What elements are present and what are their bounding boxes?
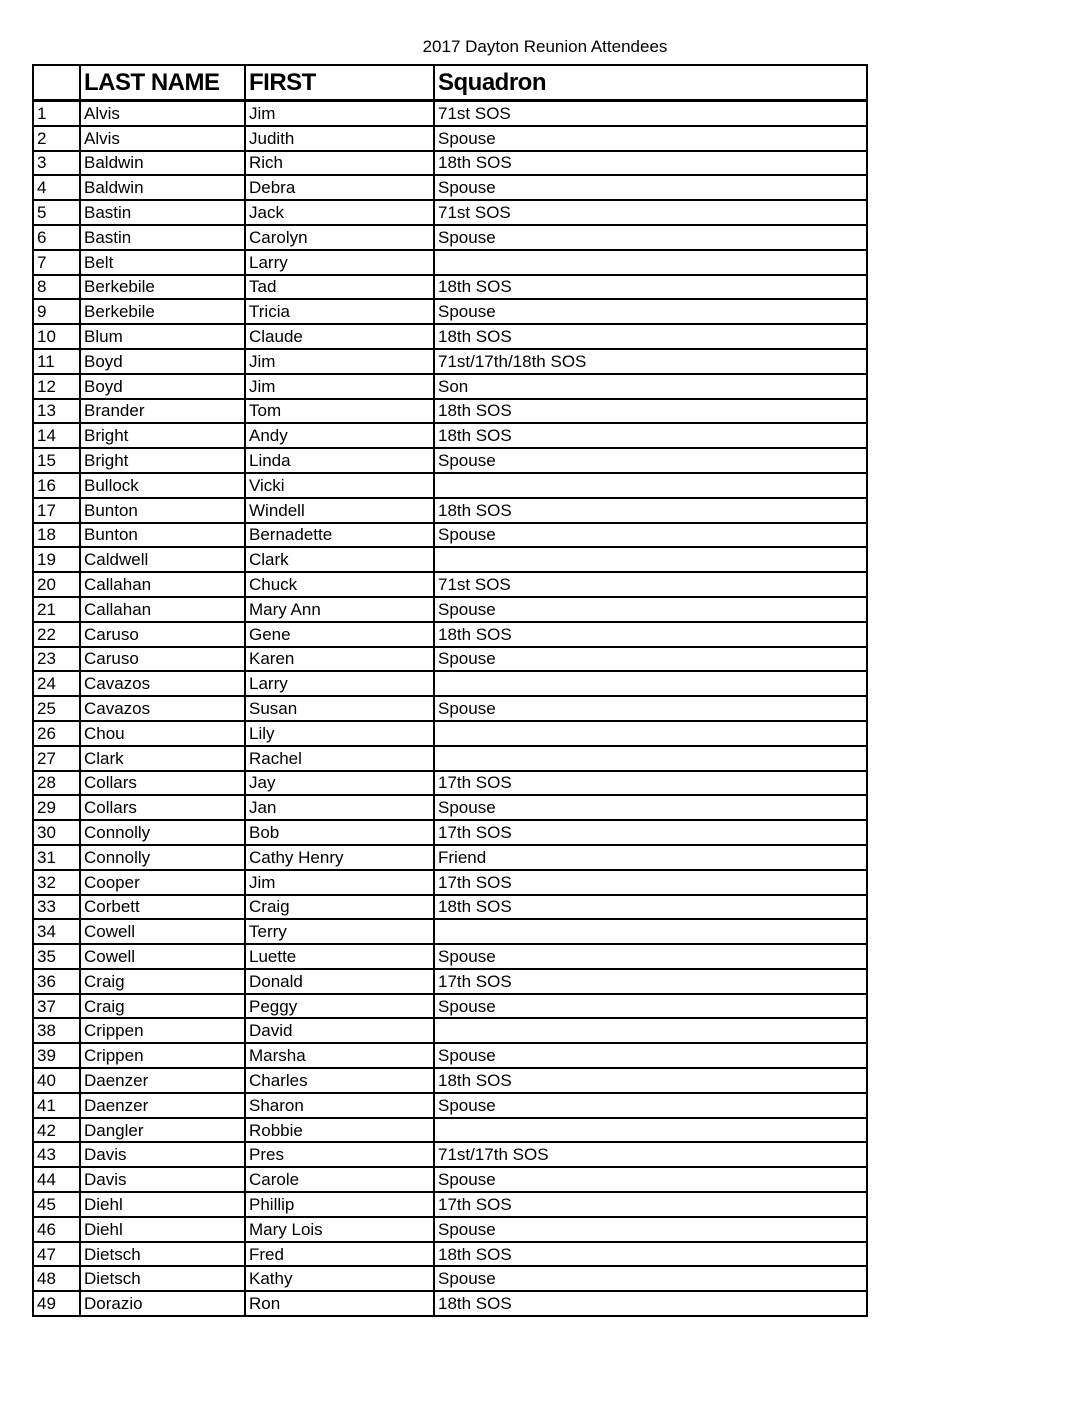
first-name-cell: Jim — [245, 374, 434, 399]
first-name-cell: Larry — [245, 671, 434, 696]
squadron-cell: Spouse — [434, 944, 867, 969]
last-name-cell: Davis — [80, 1142, 245, 1167]
row-number: 20 — [33, 572, 80, 597]
table-row — [33, 250, 867, 275]
row-number: 33 — [33, 895, 80, 920]
squadron-cell: Spouse — [434, 225, 867, 250]
table-row — [33, 473, 867, 498]
first-name-cell: Gene — [245, 622, 434, 647]
row-number: 41 — [33, 1093, 80, 1118]
table-row — [33, 845, 867, 870]
squadron-cell: 18th SOS — [434, 151, 867, 176]
last-name-cell: Brander — [80, 399, 245, 424]
row-number: 19 — [33, 547, 80, 572]
squadron-cell — [434, 250, 867, 275]
last-name-cell: Baldwin — [80, 175, 245, 200]
table-row — [33, 1242, 867, 1267]
first-name-cell: Donald — [245, 969, 434, 994]
last-name-cell: Berkebile — [80, 275, 245, 300]
squadron-cell: Spouse — [434, 299, 867, 324]
row-number: 21 — [33, 597, 80, 622]
table-row — [33, 1018, 867, 1043]
table-row — [33, 870, 867, 895]
first-name-cell: Sharon — [245, 1093, 434, 1118]
table-row — [33, 1291, 867, 1316]
row-number: 26 — [33, 721, 80, 746]
row-number: 14 — [33, 423, 80, 448]
first-name-cell: Charles — [245, 1068, 434, 1093]
row-number: 44 — [33, 1167, 80, 1192]
first-name-cell: Peggy — [245, 994, 434, 1019]
last-name-cell: Berkebile — [80, 299, 245, 324]
squadron-cell: 18th SOS — [434, 423, 867, 448]
row-number: 39 — [33, 1043, 80, 1068]
squadron-cell: 18th SOS — [434, 498, 867, 523]
row-number: 31 — [33, 845, 80, 870]
row-number: 1 — [33, 101, 80, 126]
last-name-cell: Belt — [80, 250, 245, 275]
squadron-cell: Spouse — [434, 994, 867, 1019]
last-name-cell: Cavazos — [80, 671, 245, 696]
table-row — [33, 919, 867, 944]
squadron-cell: Spouse — [434, 696, 867, 721]
table-row — [33, 225, 867, 250]
first-name-cell: Karen — [245, 647, 434, 672]
squadron-cell: 71st SOS — [434, 200, 867, 225]
squadron-cell: 18th SOS — [434, 895, 867, 920]
last-name-cell: Bullock — [80, 473, 245, 498]
first-name-cell: Luette — [245, 944, 434, 969]
row-number: 25 — [33, 696, 80, 721]
table-row — [33, 299, 867, 324]
last-name-cell: Daenzer — [80, 1093, 245, 1118]
first-name-cell: Ron — [245, 1291, 434, 1316]
header-number — [33, 65, 80, 101]
squadron-cell: Spouse — [434, 1093, 867, 1118]
table-row — [33, 1266, 867, 1291]
squadron-cell: 17th SOS — [434, 820, 867, 845]
first-name-cell: Chuck — [245, 572, 434, 597]
squadron-cell: Spouse — [434, 1167, 867, 1192]
row-number: 35 — [33, 944, 80, 969]
squadron-cell: 18th SOS — [434, 1291, 867, 1316]
squadron-cell: Spouse — [434, 448, 867, 473]
last-name-cell: Dangler — [80, 1118, 245, 1143]
row-number: 32 — [33, 870, 80, 895]
first-name-cell: Cathy Henry — [245, 845, 434, 870]
table-row — [33, 126, 867, 151]
table-row — [33, 795, 867, 820]
squadron-cell: 71st/17th/18th SOS — [434, 349, 867, 374]
first-name-cell: Judith — [245, 126, 434, 151]
header-row — [33, 65, 867, 101]
squadron-cell: 17th SOS — [434, 1192, 867, 1217]
table-row — [33, 1068, 867, 1093]
table-row — [33, 1142, 867, 1167]
row-number: 30 — [33, 820, 80, 845]
table-row — [33, 994, 867, 1019]
last-name-cell: Dorazio — [80, 1291, 245, 1316]
last-name-cell: Callahan — [80, 597, 245, 622]
squadron-cell: 71st/17th SOS — [434, 1142, 867, 1167]
last-name-cell: Caldwell — [80, 547, 245, 572]
first-name-cell: Claude — [245, 324, 434, 349]
last-name-cell: Bunton — [80, 498, 245, 523]
row-number: 9 — [33, 299, 80, 324]
first-name-cell: David — [245, 1018, 434, 1043]
header-squadron: Squadron — [434, 65, 867, 101]
first-name-cell: Tom — [245, 399, 434, 424]
squadron-cell: Spouse — [434, 523, 867, 548]
table-row — [33, 374, 867, 399]
row-number: 28 — [33, 771, 80, 796]
squadron-cell: Son — [434, 374, 867, 399]
table-row — [33, 969, 867, 994]
table-row — [33, 175, 867, 200]
first-name-cell: Marsha — [245, 1043, 434, 1068]
last-name-cell: Bright — [80, 423, 245, 448]
row-number: 16 — [33, 473, 80, 498]
table-row — [33, 572, 867, 597]
first-name-cell: Linda — [245, 448, 434, 473]
table-row — [33, 944, 867, 969]
row-number: 15 — [33, 448, 80, 473]
table-row — [33, 101, 867, 126]
first-name-cell: Larry — [245, 250, 434, 275]
table-row — [33, 820, 867, 845]
squadron-cell — [434, 1018, 867, 1043]
last-name-cell: Cooper — [80, 870, 245, 895]
table-row — [33, 547, 867, 572]
row-number: 46 — [33, 1217, 80, 1242]
first-name-cell: Pres — [245, 1142, 434, 1167]
last-name-cell: Caruso — [80, 622, 245, 647]
first-name-cell: Mary Ann — [245, 597, 434, 622]
row-number: 24 — [33, 671, 80, 696]
squadron-cell — [434, 1118, 867, 1143]
table-row — [33, 746, 867, 771]
row-number: 8 — [33, 275, 80, 300]
first-name-cell: Clark — [245, 547, 434, 572]
row-number: 4 — [33, 175, 80, 200]
table-row — [33, 275, 867, 300]
squadron-cell: 18th SOS — [434, 324, 867, 349]
row-number: 11 — [33, 349, 80, 374]
last-name-cell: Davis — [80, 1167, 245, 1192]
row-number: 47 — [33, 1242, 80, 1267]
table-row — [33, 523, 867, 548]
squadron-cell: Spouse — [434, 1266, 867, 1291]
row-number: 22 — [33, 622, 80, 647]
row-number: 40 — [33, 1068, 80, 1093]
last-name-cell: Bastin — [80, 225, 245, 250]
row-number: 45 — [33, 1192, 80, 1217]
first-name-cell: Bob — [245, 820, 434, 845]
squadron-cell: 18th SOS — [434, 622, 867, 647]
squadron-cell: Friend — [434, 845, 867, 870]
first-name-cell: Lily — [245, 721, 434, 746]
table-row — [33, 399, 867, 424]
row-number: 7 — [33, 250, 80, 275]
table-row — [33, 721, 867, 746]
first-name-cell: Susan — [245, 696, 434, 721]
squadron-cell: Spouse — [434, 1217, 867, 1242]
table-row — [33, 771, 867, 796]
row-number: 18 — [33, 523, 80, 548]
last-name-cell: Bastin — [80, 200, 245, 225]
table-row — [33, 895, 867, 920]
row-number: 10 — [33, 324, 80, 349]
row-number: 12 — [33, 374, 80, 399]
squadron-cell: 17th SOS — [434, 771, 867, 796]
last-name-cell: Alvis — [80, 101, 245, 126]
squadron-cell: 17th SOS — [434, 969, 867, 994]
table-row — [33, 647, 867, 672]
last-name-cell: Dietsch — [80, 1242, 245, 1267]
row-number: 23 — [33, 647, 80, 672]
last-name-cell: Cowell — [80, 919, 245, 944]
table-row — [33, 597, 867, 622]
page-title: 2017 Dayton Reunion Attendees — [422, 37, 668, 56]
last-name-cell: Daenzer — [80, 1068, 245, 1093]
last-name-cell: Baldwin — [80, 151, 245, 176]
squadron-cell — [434, 547, 867, 572]
last-name-cell: Corbett — [80, 895, 245, 920]
last-name-cell: Chou — [80, 721, 245, 746]
first-name-cell: Jim — [245, 101, 434, 126]
first-name-cell: Bernadette — [245, 523, 434, 548]
first-name-cell: Fred — [245, 1242, 434, 1267]
table-row — [33, 349, 867, 374]
squadron-cell — [434, 671, 867, 696]
last-name-cell: Crippen — [80, 1018, 245, 1043]
squadron-cell — [434, 919, 867, 944]
first-name-cell: Windell — [245, 498, 434, 523]
table-row — [33, 671, 867, 696]
table-row — [33, 1093, 867, 1118]
table-row — [33, 1118, 867, 1143]
squadron-cell: 18th SOS — [434, 275, 867, 300]
row-number: 37 — [33, 994, 80, 1019]
header-last-name: LAST NAME — [80, 65, 245, 101]
squadron-cell: Spouse — [434, 175, 867, 200]
last-name-cell: Crippen — [80, 1043, 245, 1068]
squadron-cell: 71st SOS — [434, 101, 867, 126]
first-name-cell: Rachel — [245, 746, 434, 771]
last-name-cell: Diehl — [80, 1217, 245, 1242]
row-number: 36 — [33, 969, 80, 994]
table-header — [33, 65, 867, 101]
table-row — [33, 696, 867, 721]
last-name-cell: Cowell — [80, 944, 245, 969]
table-row — [33, 151, 867, 176]
squadron-cell — [434, 746, 867, 771]
table-row — [33, 448, 867, 473]
row-number: 38 — [33, 1018, 80, 1043]
squadron-cell: Spouse — [434, 795, 867, 820]
last-name-cell: Clark — [80, 746, 245, 771]
row-number: 34 — [33, 919, 80, 944]
squadron-cell: 18th SOS — [434, 399, 867, 424]
first-name-cell: Kathy — [245, 1266, 434, 1291]
last-name-cell: Connolly — [80, 820, 245, 845]
last-name-cell: Cavazos — [80, 696, 245, 721]
first-name-cell: Jack — [245, 200, 434, 225]
last-name-cell: Diehl — [80, 1192, 245, 1217]
squadron-cell: Spouse — [434, 647, 867, 672]
squadron-cell: Spouse — [434, 1043, 867, 1068]
first-name-cell: Rich — [245, 151, 434, 176]
first-name-cell: Vicki — [245, 473, 434, 498]
row-number: 17 — [33, 498, 80, 523]
row-number: 3 — [33, 151, 80, 176]
row-number: 5 — [33, 200, 80, 225]
first-name-cell: Robbie — [245, 1118, 434, 1143]
squadron-cell: 17th SOS — [434, 870, 867, 895]
table-row — [33, 1192, 867, 1217]
table-row — [33, 200, 867, 225]
table-body — [33, 101, 867, 1317]
first-name-cell: Tricia — [245, 299, 434, 324]
first-name-cell: Carole — [245, 1167, 434, 1192]
table-row — [33, 1167, 867, 1192]
squadron-cell: Spouse — [434, 597, 867, 622]
last-name-cell: Caruso — [80, 647, 245, 672]
squadron-cell: 71st SOS — [434, 572, 867, 597]
last-name-cell: Craig — [80, 969, 245, 994]
table-row — [33, 622, 867, 647]
row-number: 42 — [33, 1118, 80, 1143]
row-number: 2 — [33, 126, 80, 151]
last-name-cell: Craig — [80, 994, 245, 1019]
last-name-cell: Blum — [80, 324, 245, 349]
table-row — [33, 423, 867, 448]
table-row — [33, 498, 867, 523]
last-name-cell: Boyd — [80, 374, 245, 399]
row-number: 49 — [33, 1291, 80, 1316]
first-name-cell: Terry — [245, 919, 434, 944]
row-number: 29 — [33, 795, 80, 820]
first-name-cell: Debra — [245, 175, 434, 200]
squadron-cell: Spouse — [434, 126, 867, 151]
row-number: 13 — [33, 399, 80, 424]
table-row — [33, 1217, 867, 1242]
squadron-cell: 18th SOS — [434, 1068, 867, 1093]
first-name-cell: Jan — [245, 795, 434, 820]
row-number: 48 — [33, 1266, 80, 1291]
first-name-cell: Jim — [245, 870, 434, 895]
table-row — [33, 1043, 867, 1068]
table-row — [33, 324, 867, 349]
last-name-cell: Bright — [80, 448, 245, 473]
first-name-cell: Andy — [245, 423, 434, 448]
squadron-cell — [434, 721, 867, 746]
first-name-cell: Tad — [245, 275, 434, 300]
first-name-cell: Phillip — [245, 1192, 434, 1217]
first-name-cell: Carolyn — [245, 225, 434, 250]
row-number: 6 — [33, 225, 80, 250]
last-name-cell: Collars — [80, 771, 245, 796]
last-name-cell: Bunton — [80, 523, 245, 548]
row-number: 27 — [33, 746, 80, 771]
last-name-cell: Dietsch — [80, 1266, 245, 1291]
first-name-cell: Craig — [245, 895, 434, 920]
first-name-cell: Jim — [245, 349, 434, 374]
last-name-cell: Callahan — [80, 572, 245, 597]
header-first-name: FIRST — [245, 65, 434, 101]
last-name-cell: Boyd — [80, 349, 245, 374]
squadron-cell: 18th SOS — [434, 1242, 867, 1267]
first-name-cell: Mary Lois — [245, 1217, 434, 1242]
first-name-cell: Jay — [245, 771, 434, 796]
squadron-cell — [434, 473, 867, 498]
last-name-cell: Alvis — [80, 126, 245, 151]
last-name-cell: Connolly — [80, 845, 245, 870]
last-name-cell: Collars — [80, 795, 245, 820]
row-number: 43 — [33, 1142, 80, 1167]
attendee-table — [32, 64, 868, 1317]
